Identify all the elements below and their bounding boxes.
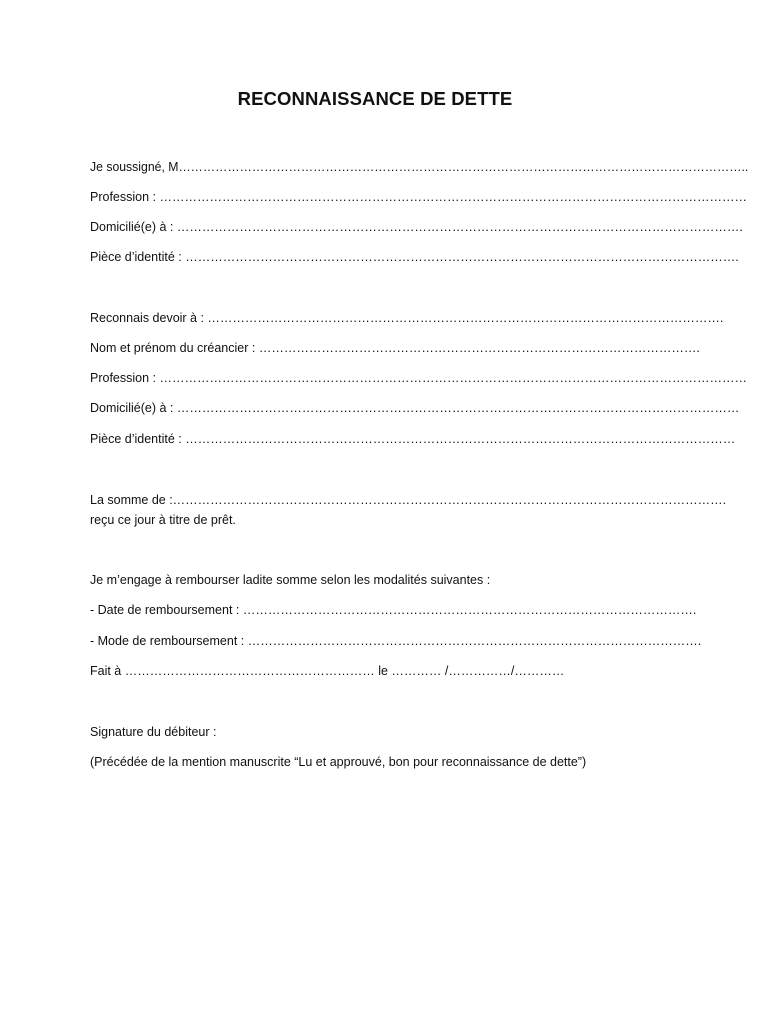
creditor-profession-line: Profession : …………………………………………………………………………………………………………………………… <box>90 371 747 385</box>
amount-line: La somme de :……………………………………………………………………………………………………………………. <box>90 493 727 507</box>
creditor-name-line: Nom et prénom du créancier : ……………………………………………………………………………………………. <box>90 341 700 355</box>
creditor-id-line: Pièce d’identité : …………………………………………………………………………………………………………………… <box>90 432 736 446</box>
document-title: RECONNAISSANCE DE DETTE <box>237 88 513 109</box>
signature-mention: (Précédée de la mention manuscrite “Lu et approuvé, bon pour reconnaissance de dette”) <box>90 755 587 769</box>
repayment-date-line: - Date de remboursement : ………………………………………………………………………………………………. <box>90 603 697 617</box>
creditor-domicile-line: Domicilié(e) à : ……………………………………………………………………………………………………………………… <box>90 401 740 415</box>
creditor-owe-line: Reconnais devoir à : ……………………………………………………………………………………………………………. <box>90 311 724 325</box>
debtor-domicile-line: Domicilié(e) à : ………………………………………………………………………………………………………………………. <box>90 220 743 234</box>
debtor-profession-line: Profession : …………………………………………………………………………………………………………………………… <box>90 190 747 204</box>
loan-received-line: reçu ce jour à titre de prêt. <box>90 513 236 527</box>
place-date-line: Fait à …………………………………………………… le ………… /……………/………… <box>90 664 565 678</box>
debtor-id-line: Pièce d’identité : ……………………………………………………………………………………………………………………. <box>90 250 739 264</box>
debtor-name-line: Je soussigné, M………………………………………………………………………………………………………………………….. <box>90 160 749 174</box>
repayment-intro-line: Je m’engage à rembourser ladite somme selon les modalités suivantes : <box>90 573 491 587</box>
repayment-mode-line: - Mode de remboursement : ………………………………………………………………………………………………. <box>90 634 702 648</box>
signature-label: Signature du débiteur : <box>90 725 217 739</box>
